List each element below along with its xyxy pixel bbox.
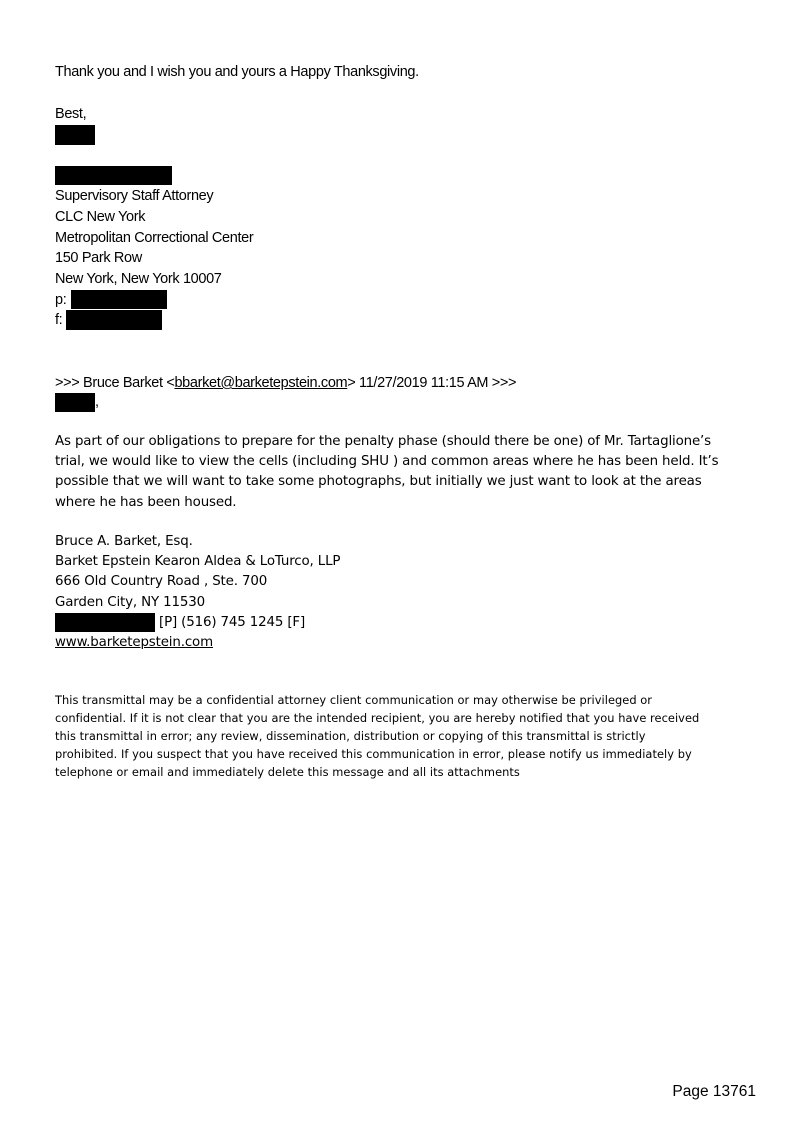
signature-facility: Metropolitan Correctional Center <box>55 230 254 246</box>
body-line: trial, we would like to view the cells (including SHU ) and common areas where he has been held. It’s <box>55 454 719 469</box>
disclaimer-line: This transmittal may be a confidential attorney client communication or may otherwise be privileged or <box>55 693 653 707</box>
reply-closing: Best, <box>55 106 87 122</box>
redaction-block <box>55 166 172 185</box>
redaction-block <box>71 290 167 309</box>
signature-phone <box>55 290 66 310</box>
website-link[interactable]: www.barketepstein.com <box>55 635 213 650</box>
disclaimer-line: this transmittal in error; any review, dissemination, distribution or copying of this transmittal is strictly <box>55 729 646 743</box>
fax-label: f: <box>55 312 63 328</box>
quoted-header-prefix: >>> Bruce Barket < <box>55 375 175 391</box>
sender-city: Garden City, NY 11530 <box>55 595 205 610</box>
redaction-block <box>55 125 95 145</box>
page-number: Page 13761 <box>672 1083 756 1100</box>
signature-street: 150 Park Row <box>55 250 142 266</box>
body-line: As part of our obligations to prepare for the penalty phase (should there be one) of Mr. Tartaglione’s <box>55 434 711 449</box>
sender-email-link[interactable]: bbarket@barketepstein.com <box>174 375 348 391</box>
salutation-punct: , <box>95 394 99 410</box>
phone-label: p: <box>55 292 67 308</box>
signature-title: Supervisory Staff Attorney <box>55 188 214 204</box>
signature-fax <box>55 310 62 330</box>
sender-firm: Barket Epstein Kearon Aldea & LoTurco, LLP <box>55 554 341 569</box>
sender-street: 666 Old Country Road , Ste. 700 <box>55 574 268 589</box>
redaction-block <box>66 310 162 330</box>
body-line: possible that we will want to take some photographs, but initially we just want to look at the areas <box>55 474 702 489</box>
redaction-block <box>55 393 95 412</box>
sender-website <box>55 633 213 653</box>
body-line: where he has been housed. <box>55 495 237 510</box>
disclaimer-line: confidential. If it is not clear that you are the intended recipient, you are hereby notified that you have received <box>55 711 700 725</box>
quoted-header-suffix: > 11/27/2019 11:15 AM >>> <box>347 375 517 391</box>
sender-name: Bruce A. Barket, Esq. <box>55 534 193 549</box>
disclaimer-line: telephone or email and immediately delete this message and all its attachments <box>55 765 520 779</box>
signature-city: New York, New York 10007 <box>55 271 222 287</box>
signature-org: CLC New York <box>55 209 146 225</box>
disclaimer-line: prohibited. If you suspect that you have received this communication in error, please notify us immediately by <box>55 747 692 761</box>
quoted-header <box>55 373 516 393</box>
reply-greeting: Thank you and I wish you and yours a Happy Thanksgiving. <box>55 64 419 80</box>
sender-phone-fax: [P] (516) 745 1245 [F] <box>159 615 306 630</box>
redaction-block <box>55 613 155 632</box>
